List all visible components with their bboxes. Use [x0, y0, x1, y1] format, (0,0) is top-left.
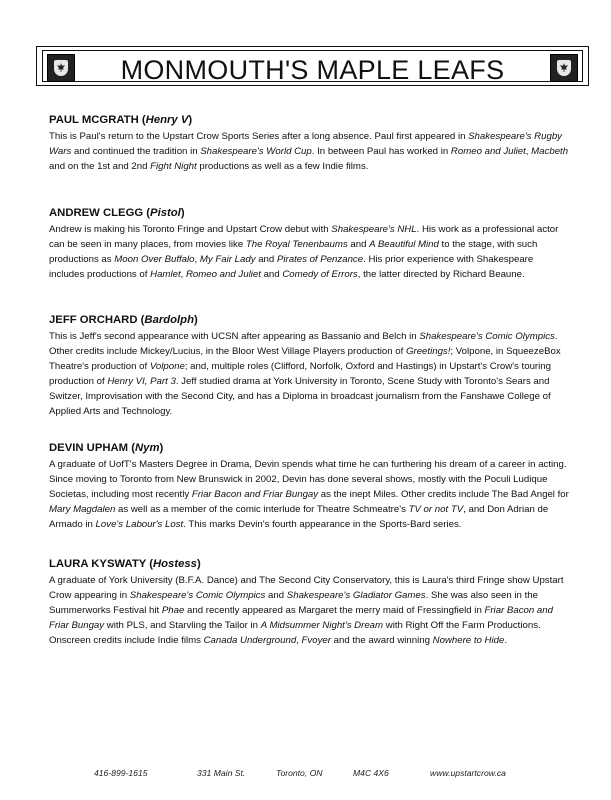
- footer-city: Toronto, ON: [276, 768, 323, 778]
- bio-heading: PAUL MCGRATH (Henry V): [49, 114, 193, 126]
- bio-text: [49, 574, 569, 649]
- title-reference: Moon Over Buffalo: [114, 253, 195, 265]
- bio-text-run: . His work as a professional actor can be seen in many places, from movies like: [49, 224, 559, 250]
- bio-text-run: Andrew is making his Toronto Fringe and Upstart Crow debut with: [49, 224, 332, 235]
- title-reference: Henry VI, Part 3: [107, 375, 176, 387]
- title-reference: A Midsummer Night's Dream: [260, 619, 384, 631]
- title-reference: Romeo and Juliet: [185, 268, 261, 280]
- bio-andrew-clegg: [49, 207, 569, 283]
- bio-text-run: and on the 1st and 2nd: [49, 160, 151, 172]
- title-reference: Shakespeare's Comic Olympics: [419, 331, 555, 342]
- bio-text-run: ,: [194, 253, 200, 265]
- title-reference: Romeo and Juliet: [450, 145, 526, 157]
- bio-text: [49, 330, 569, 419]
- title-reference: Pirates of Penzance: [276, 253, 364, 265]
- title-reference: Shakespeare's Comic Olympics: [129, 589, 266, 601]
- title-reference: Shakespeare's World Cup: [200, 145, 312, 157]
- bio-text-run: productions as well as a few Indie films.: [196, 160, 369, 172]
- bio-text-run: to the stage, with such productions as: [49, 238, 538, 265]
- bio-text-run: , the latter directed by Richard Beaune.: [357, 268, 525, 280]
- bio-text-run: with Right Off the Farm Productions. Onscreen credits include Indie films: [49, 619, 541, 646]
- bio-text: [49, 458, 569, 533]
- bio-text-run: . Jeff studied drama at York University in Toronto, Scene Study with Toronto's Sears and Switzer, Improvisation with the Second City, and has a Diploma in broadcast journalism from the Fanshawe College of Applied Arts and Technology.: [49, 375, 551, 417]
- title-reference: Shakespeare's NHL: [331, 224, 417, 235]
- title-reference: Greetings!: [406, 345, 451, 357]
- title-reference: Fvoyer: [301, 634, 331, 646]
- bio-text-run: This is Jeff's second appearance with UCSN after appearing as Bassanio and Belch in: [49, 331, 420, 342]
- footer-website[interactable]: www.upstartcrow.ca: [430, 768, 506, 778]
- bio-text-run: , and Don Adrian de Armado in: [49, 503, 549, 530]
- bio-text-run: . Other credits include Mickey/Lucius, in the Bloor West Village Players production of: [49, 331, 558, 357]
- bio-text-run: . In between Paul has worked in: [311, 145, 451, 157]
- title-reference: Shakespeare's Rugby Wars: [49, 131, 562, 157]
- bio-heading: DEVIN UPHAM (Nym): [49, 442, 164, 454]
- bio-text-run: and: [255, 253, 277, 265]
- character-role: Pistol: [150, 207, 181, 219]
- bio-text-run: ,: [525, 145, 532, 157]
- title-reference: Fight Night: [150, 160, 197, 172]
- bio-jeff-orchard: [49, 314, 569, 419]
- actor-name: DEVIN UPHAM: [49, 442, 129, 454]
- character-role: Hostess: [152, 558, 197, 570]
- character-role: Nym: [135, 442, 160, 454]
- footer-street: 331 Main St.: [197, 768, 246, 778]
- bio-text-run: and: [265, 589, 287, 601]
- bio-text-run: and: [347, 238, 370, 250]
- character-role: Bardolph: [144, 314, 194, 326]
- bio-text-run: as well as a member of the comic interlude for Theatre Schmeatre's: [115, 503, 409, 515]
- actor-name: PAUL MCGRATH: [49, 114, 139, 126]
- bio-text-run: A graduate of UofT's Masters Degree in Drama, Devin spends what time he can furthering his dream of a career in acting. Since moving to Toronto from New Brunswick in 2002, Devin has done several shows, mostly with the Poculi Ludique Societas, including most recently: [49, 459, 567, 500]
- actor-name: JEFF ORCHARD: [49, 314, 138, 326]
- bio-text-run: A graduate of York University (B.F.A. Dance) and The Second City Conservatory, this is Laura's third Fringe show Upstart Crow appearing in: [49, 575, 564, 601]
- title-reference: Hamlet: [150, 268, 181, 280]
- bio-text-run: . She was also seen in the Summerworks Festival hit: [49, 589, 538, 616]
- title-reference: Macbeth: [531, 145, 569, 157]
- title-reference: The Royal Tenenbaums: [245, 238, 348, 250]
- page-title: MONMOUTH'S MAPLE LEAFS: [120, 55, 505, 85]
- bio-text-run: ,: [180, 268, 186, 280]
- title-reference: Canada Underground: [203, 634, 297, 646]
- maple-leaf-crest-icon: [550, 54, 578, 82]
- bio-text-run: and recently appeared as Margaret the merry maid of Fressingfield in: [184, 604, 485, 616]
- bio-text-run: and: [260, 268, 283, 280]
- bio-heading: ANDREW CLEGG (Pistol): [49, 207, 185, 219]
- bio-text-run: ,: [296, 634, 302, 646]
- footer-postal: M4C 4X6: [353, 768, 389, 778]
- actor-name: LAURA KYSWATY: [49, 558, 147, 570]
- bio-laura-kyswaty: [49, 558, 569, 649]
- title-banner: [36, 46, 589, 86]
- title-reference: Phae: [161, 604, 185, 616]
- character-role: Henry V: [145, 114, 189, 126]
- title-reference: Mary Magdalen: [49, 503, 116, 515]
- title-banner-frame: [42, 50, 583, 85]
- bio-paul-mcgrath: [49, 114, 569, 175]
- bio-heading: JEFF ORCHARD (Bardolph): [49, 314, 198, 326]
- title-reference: My Fair Lady: [199, 253, 256, 265]
- bio-text-run: ; and, multiple roles (Clifford, Norfolk, Oxford and Hastings) in Upstart's Crow's touring production of: [49, 360, 551, 387]
- bio-text-run: and the award winning: [330, 634, 433, 646]
- title-reference: Comedy of Errors: [282, 268, 358, 280]
- title-reference: TV or not TV: [408, 503, 464, 515]
- title-reference: A Beautiful Mind: [369, 238, 439, 250]
- title-reference: Love's Labour's Lost: [95, 518, 184, 530]
- bio-text-run: . His prior experience with Shakespeare includes productions of: [49, 253, 534, 280]
- title-reference: Volpone: [149, 360, 185, 372]
- bio-heading: LAURA KYSWATY (Hostess): [49, 558, 201, 570]
- title-reference: Friar Bacon and Friar Bungay: [49, 604, 553, 631]
- bio-text-run: and continued the tradition in: [71, 145, 201, 157]
- bio-text-run: . This marks Devin's fourth appearance in the Sports-Bard series.: [183, 518, 462, 530]
- bio-text: [49, 223, 569, 283]
- footer-phone: 416-899-1615: [94, 768, 148, 778]
- bio-text-run: as the inept Miles. Other credits include The Bad Angel for: [318, 488, 569, 500]
- bio-text-run: ; Volpone, in SqueezeBox Theatre's production of: [49, 345, 561, 372]
- title-reference: Shakespeare's Gladiator Games: [286, 589, 426, 601]
- bio-text-run: with PLS, and Starvling the Tailor in: [104, 619, 261, 631]
- bio-text-run: .: [504, 634, 508, 646]
- title-reference: Friar Bacon and Friar Bungay: [191, 488, 319, 500]
- bio-text-run: This is Paul's return to the Upstart Crow Sports Series after a long absence. Paul first appeared in: [49, 131, 469, 142]
- bio-text: [49, 130, 569, 175]
- title-reference: Nowhere to Hide: [432, 634, 505, 646]
- bio-devin-upham: [49, 442, 569, 533]
- actor-name: ANDREW CLEGG: [49, 207, 144, 219]
